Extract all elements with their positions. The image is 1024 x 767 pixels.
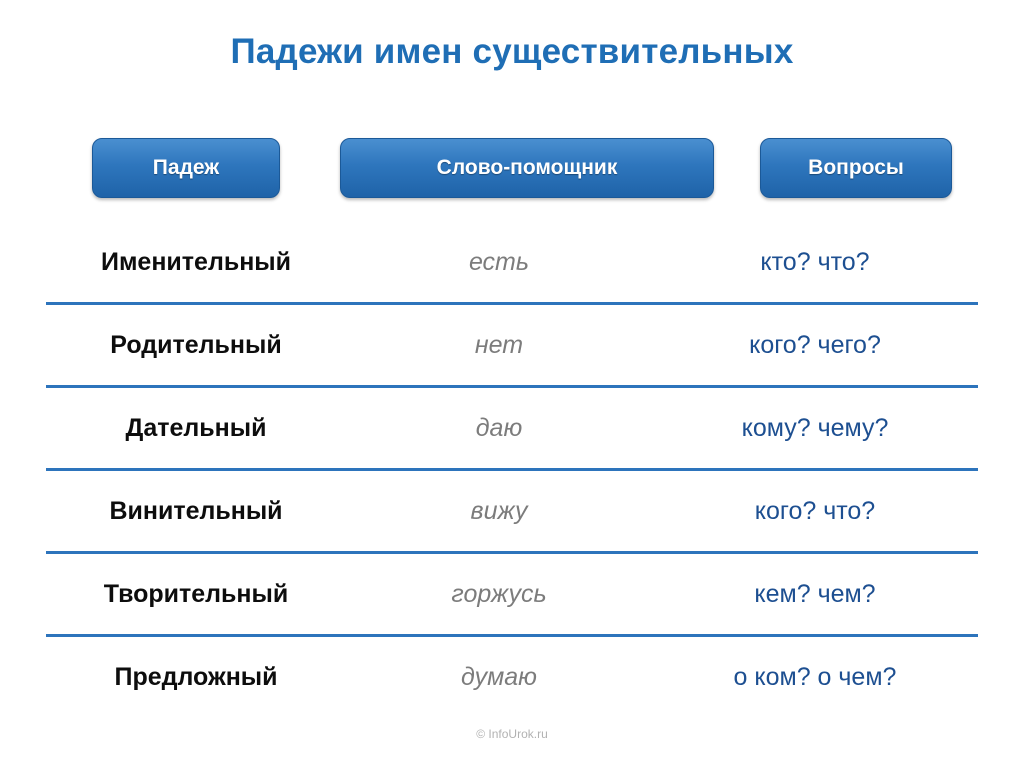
cell-questions: кому? чему? [741, 413, 889, 442]
table-row [46, 634, 978, 717]
cell-questions: кого? что? [754, 496, 876, 525]
cell-questions: кем? чем? [754, 579, 876, 608]
cell-case-name: Дательный [125, 413, 267, 442]
header-pill-case: Падеж [92, 138, 280, 198]
table-row [46, 551, 978, 634]
table-row [46, 302, 978, 385]
cell-questions: кто? что? [760, 247, 870, 276]
header-pill-questions: Вопросы [760, 138, 952, 198]
cell-questions: о ком? о чем? [733, 662, 897, 691]
cell-helper-word: нет [474, 330, 524, 359]
cell-case-name: Предложный [114, 662, 278, 691]
cases-table [46, 222, 978, 717]
cell-helper-word: есть [468, 247, 530, 276]
table-row [46, 468, 978, 551]
table-row [46, 385, 978, 468]
cell-questions: кого? чего? [749, 330, 881, 359]
cell-helper-word: горжусь [451, 579, 547, 608]
footer-watermark: © InfoUrok.ru [476, 727, 548, 741]
page-title: Падежи имен существительных [230, 32, 794, 71]
table-row [46, 222, 978, 302]
cell-helper-word: даю [475, 413, 523, 442]
cell-case-name: Родительный [110, 330, 282, 359]
cell-case-name: Винительный [109, 496, 283, 525]
cell-helper-word: вижу [470, 496, 528, 525]
header-pill-helper-word: Слово-помощник [340, 138, 714, 198]
column-headers [0, 138, 1024, 200]
cell-helper-word: думаю [461, 662, 537, 691]
cell-case-name: Именительный [100, 247, 292, 276]
cell-case-name: Творительный [103, 579, 289, 608]
